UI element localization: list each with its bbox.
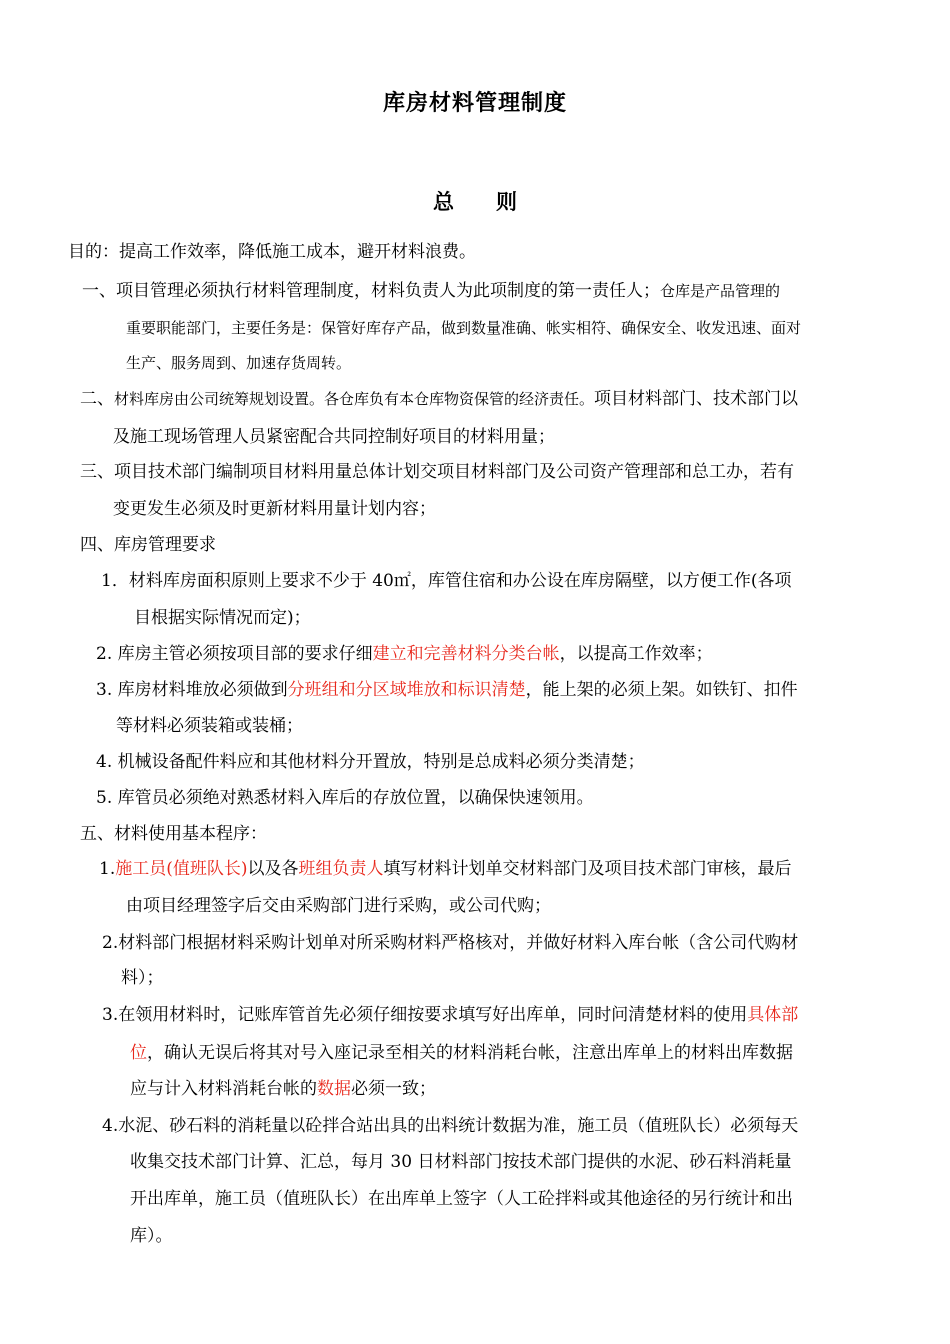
section-5-item-1-number: 1. (99, 859, 116, 879)
section-1-line-2: 重要职能部门，主要任务是：保管好库存产品，做到数量准确、帐实相符、确保安全、收发迅速、面对 (126, 319, 802, 337)
section-5-item-2-line-1: 2.材料部门根据材料采购计划单对所采购材料严格核对，并做好材料入库台帐（含公司代购材 (102, 933, 799, 953)
section-2-small-text: 材料库房由公司统筹规划设置。各仓库负有本仓库物资保管的经济责任。 (114, 390, 595, 408)
section-5-item-3-text-2: ，确认无误后将其对号入座记录至相关的材料消耗台帐，注意出库单上的材料出库数据 (147, 1043, 793, 1063)
section-4-item-2-highlight: 建立和完善材料分类台帐 (372, 644, 560, 664)
section-4-item-3-text: 3. 库房材料堆放必须做到 (96, 680, 288, 700)
section-4-item-2-text: 2. 库房主管必须按项目部的要求仔细 (96, 644, 373, 664)
section-5-item-1-highlight-2: 班组负责人 (298, 859, 384, 879)
section-5-item-2-line-2: 料）； (121, 968, 164, 988)
section-2-line-2: 及施工现场管理人员紧密配合共同控制好项目的材料用量； (113, 427, 555, 447)
section-5-item-3-text: 3.在领用材料时，记账库管首先必须仔细按要求填写好出库单，同时问清楚材料的使用 (102, 1005, 748, 1025)
section-4-item-3-text-end: ，能上架的必须上架。如铁钉、扣件 (525, 680, 798, 700)
section-4-item-2 (96, 642, 713, 666)
section-5-item-4-line-1: 4.水泥、砂石料的消耗量以砼拌合站出具的出料统计数据为准，施工员（值班队长）必须每天 (102, 1116, 799, 1136)
section-5-item-3-text-end: 必须一致； (351, 1079, 436, 1099)
section-5-item-4-line-4: 库）。 (130, 1226, 173, 1246)
section-5-item-4-line-3: 开出库单，施工员（值班队长）在出库单上签字（人工砼拌料或其他途径的另行统计和出 (130, 1189, 793, 1209)
section-3-line-2: 变更发生必须及时更新材料用量计划内容； (113, 499, 436, 519)
section-5-item-3-line-2 (130, 1041, 793, 1065)
section-5-item-1-text: 以及各 (247, 859, 299, 879)
document-title: 库房材料管理制度 (382, 90, 567, 116)
section-5-item-1-line-1 (99, 857, 792, 881)
section-2-number: 二、 (80, 389, 114, 409)
section-4-item-1-line-1: 1．材料库房面积原则上要求不少于 40㎡，库管住宿和办公设在库房隔壁，以方便工作(各项 (101, 571, 792, 591)
section-4-item-3-line-1 (96, 678, 798, 702)
section-3-line-1: 三、项目技术部门编制项目材料用量总体计划交项目材料部门及公司资产管理部和总工办，若有 (80, 462, 794, 482)
section-5-item-1-line-2: 由项目经理签字后交由采购部门进行采购，或公司代购； (126, 896, 551, 916)
section-2-line-1 (80, 387, 798, 411)
section-4-item-3-line-2: 等材料必须装箱或装桶； (116, 716, 303, 736)
purpose-line: 目的：提高工作效率，降低施工成本，避开材料浪费。 (68, 242, 476, 262)
section-5-item-3-highlight-2: 位 (130, 1043, 147, 1063)
section-title: 总 则 (433, 189, 517, 214)
section-5-item-3-line-1 (102, 1003, 798, 1027)
section-4-heading: 四、库房管理要求 (80, 535, 216, 555)
section-5-item-3-highlight-3: 数据 (317, 1079, 351, 1099)
section-4-item-4: 4. 机械设备配件料应和其他材料分开置放，特别是总成料必须分类清楚； (96, 752, 645, 772)
section-1-line-3: 生产、服务周到、加速存货周转。 (126, 354, 352, 372)
section-1-small-text: 仓库是产品管理的 (660, 282, 781, 300)
section-5-heading: 五、材料使用基本程序： (80, 824, 267, 844)
section-5-item-1-highlight-1: 施工员(值班队长) (115, 859, 248, 879)
section-5-item-3-line-3 (130, 1077, 436, 1101)
section-4-item-2-text-end: ，以提高工作效率； (559, 644, 713, 664)
section-1-text: 一、项目管理必须执行材料管理制度，材料负责人为此项制度的第一责任人； (82, 281, 660, 301)
section-4-item-1-line-2: 目根据实际情况而定)； (134, 608, 311, 628)
section-5-item-3-highlight-1: 具体部 (747, 1005, 799, 1025)
section-4-item-3-highlight: 分班组和分区域堆放和标识清楚 (287, 680, 526, 700)
section-4-item-5: 5. 库管员必须绝对熟悉材料入库后的存放位置，以确保快速领用。 (96, 788, 594, 808)
section-5-item-4-line-2: 收集交技术部门计算、汇总，每月 30 日材料部门按技术部门提供的水泥、砂石料消耗量 (130, 1152, 792, 1172)
section-5-item-3-text-3: 应与计入材料消耗台帐的 (130, 1079, 317, 1099)
section-5-item-1-text-end: 填写材料计划单交材料部门及项目技术部门审核，最后 (383, 859, 792, 879)
section-1-line-1 (82, 279, 780, 303)
section-2-text: 项目材料部门、技术部门以 (594, 389, 799, 409)
